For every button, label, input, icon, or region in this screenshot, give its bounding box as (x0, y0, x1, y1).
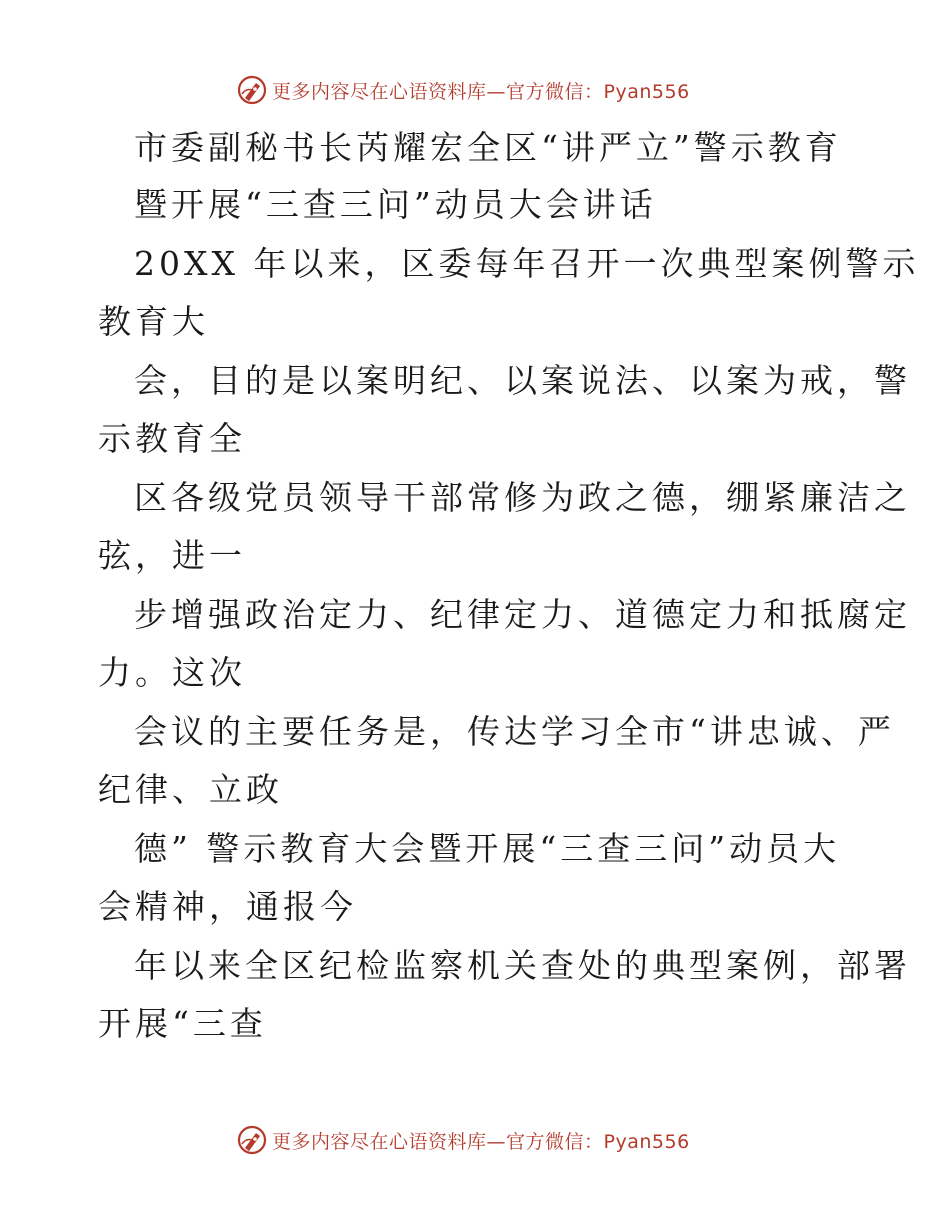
paragraph-line: 纪律、立政 (98, 770, 283, 809)
watermark-text: 更多内容尽在心语资料库—官方微信：Pyan556 (272, 1130, 690, 1153)
paragraph-line: 力。这次 (98, 653, 246, 692)
document-title-line-2: 暨开展“三查三问”动员大会讲话 (134, 185, 657, 224)
pen-nib-logo-icon (236, 74, 268, 106)
header-watermark (236, 73, 690, 107)
paragraph-line: 20XX 年以来，区委每年召开一次典型案例警示 (134, 244, 920, 283)
paragraph-line: 开展“三查 (98, 1004, 267, 1043)
paragraph-line: 区各级党员领导干部常修为政之德，绷紧廉洁之 (134, 478, 911, 517)
watermark-text: 更多内容尽在心语资料库—官方微信：Pyan556 (272, 80, 690, 103)
paragraph-line: 示教育全 (98, 419, 246, 458)
paragraph-line: 会精神，通报今 (98, 887, 357, 926)
footer-watermark (236, 1123, 690, 1157)
pen-nib-logo-icon (236, 1124, 268, 1156)
paragraph-line: 弦，进一 (98, 536, 246, 575)
paragraph-line: 教育大 (98, 302, 209, 341)
paragraph-line: 德” 警示教育大会暨开展“三查三问”动员大 (134, 829, 841, 868)
document-title-line-1: 市委副秘书长芮耀宏全区“讲严立”警示教育 (134, 128, 842, 167)
paragraph-line: 步增强政治定力、纪律定力、道德定力和抵腐定 (134, 595, 911, 634)
paragraph-line: 会议的主要任务是，传达学习全市“讲忠诚、严 (134, 712, 895, 751)
paragraph-line: 会，目的是以案明纪、以案说法、以案为戒，警 (134, 361, 911, 400)
paragraph-line: 年以来全区纪检监察机关查处的典型案例，部署 (134, 946, 911, 985)
